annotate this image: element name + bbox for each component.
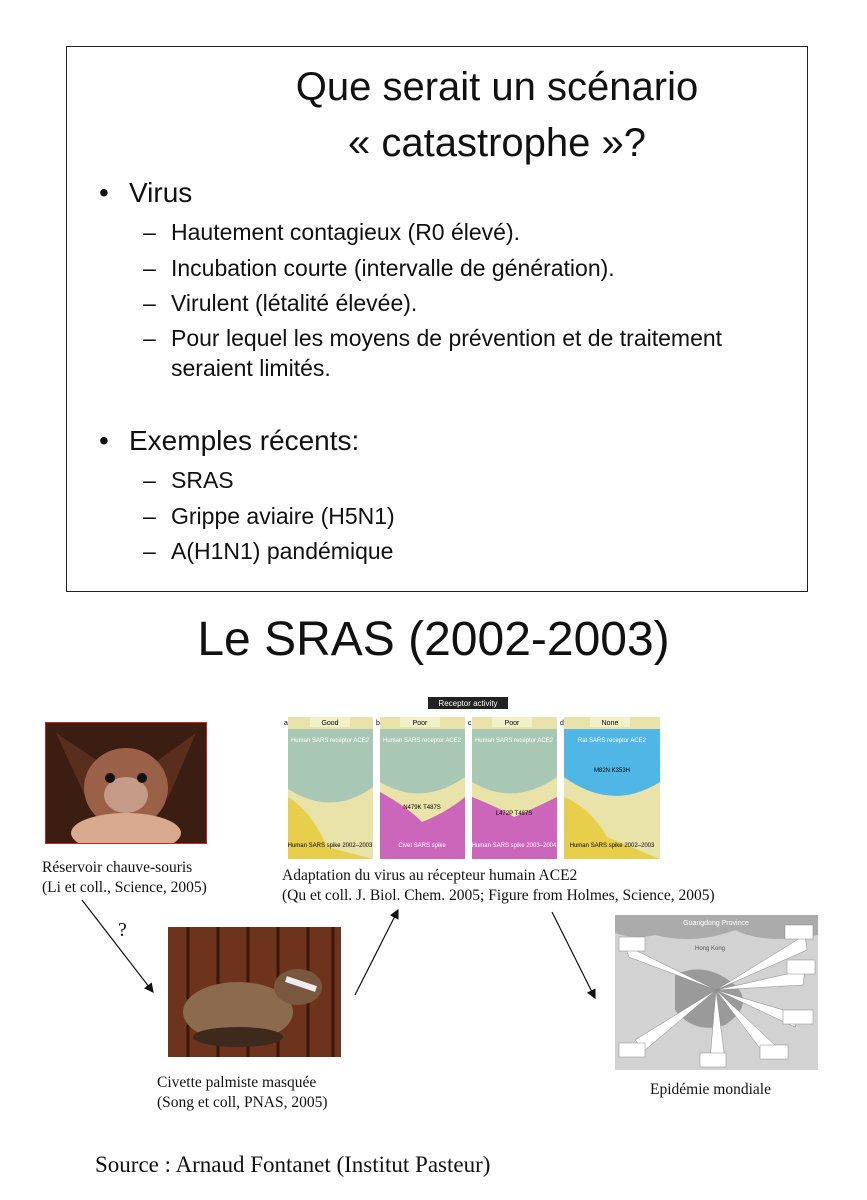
svg-text:M82N K353H: M82N K353H xyxy=(593,768,631,774)
svg-text:Poor: Poor xyxy=(412,720,428,727)
arrow-civet-to-adaptation xyxy=(355,910,398,995)
bullet-virus: • Virus xyxy=(99,177,193,208)
svg-text:Good: Good xyxy=(321,720,339,727)
list-item: – Virulent (létalité élevée). xyxy=(143,290,418,316)
list-item: – Pour lequel les moyens de prévention et de traitement seraient limités. xyxy=(143,325,723,381)
svg-text:b: b xyxy=(376,720,380,727)
arrow-bat-to-civet xyxy=(82,900,153,992)
svg-text:Poor: Poor xyxy=(504,720,520,727)
civet-caption: Civette palmiste masquée (Song et coll, PNAS, 2005) xyxy=(157,1074,328,1111)
svg-text:None: None xyxy=(601,720,619,727)
svg-text:c: c xyxy=(468,720,472,727)
svg-text:Human SARS receptor ACE2: Human SARS receptor ACE2 xyxy=(382,738,462,744)
map-sublabel: Hong Kong xyxy=(694,946,726,952)
bat-caption: Réservoir chauve-souris (Li et coll., Science, 2005) xyxy=(42,859,207,896)
list-item: – Grippe aviaire (H5N1) xyxy=(143,503,395,529)
map-title: Guangdong Province xyxy=(683,920,749,927)
list-item: – Incubation courte (intervalle de génération). xyxy=(143,255,615,281)
list-item: – A(H1N1) pandémique xyxy=(143,538,394,564)
svg-text:d: d xyxy=(560,720,564,727)
svg-text:Human SARS spike 2002–2003: Human SARS spike 2002–2003 xyxy=(569,843,655,849)
list-item: – Hautement contagieux (R0 élevé). xyxy=(143,219,521,245)
slide-title: Que serait un scénario « catastrophe »? xyxy=(295,65,699,165)
svg-text:N479K T487S: N479K T487S xyxy=(403,805,441,811)
svg-text:L472P T487S: L472P T487S xyxy=(495,811,533,817)
source-line: Source : Arnaud Fontanet (Institut Pasteur) xyxy=(95,1152,491,1177)
svg-text:Rat SARS receptor ACE2: Rat SARS receptor ACE2 xyxy=(577,738,647,744)
svg-text:Civet SARS spike: Civet SARS spike xyxy=(398,843,446,849)
svg-text:Human SARS spike 2003–2004: Human SARS spike 2003–2004 xyxy=(471,843,557,849)
svg-text:Human SARS receptor ACE2: Human SARS receptor ACE2 xyxy=(290,738,370,744)
arrow-adaptation-to-epidemic xyxy=(552,912,595,998)
epidemic-caption: Epidémie mondiale xyxy=(650,1081,771,1098)
svg-text:Human SARS receptor ACE2: Human SARS receptor ACE2 xyxy=(474,738,554,744)
bullet-examples: • Exemples récents: xyxy=(99,425,360,456)
adaptation-caption: Adaptation du virus au récepteur humain ACE2 (Qu et coll. J. Biol. Chem. 2005; Figure from Holmes, Science, 2005) xyxy=(282,867,715,904)
svg-text:a: a xyxy=(284,720,288,727)
receptor-header: Receptor activity xyxy=(438,699,498,708)
question-mark: ? xyxy=(118,919,127,941)
list-item: – SRAS xyxy=(143,467,234,493)
svg-text:Human SARS spike 2002–2003: Human SARS spike 2002–2003 xyxy=(287,843,373,849)
slide2-title: Le SRAS (2002-2003) xyxy=(197,613,670,666)
